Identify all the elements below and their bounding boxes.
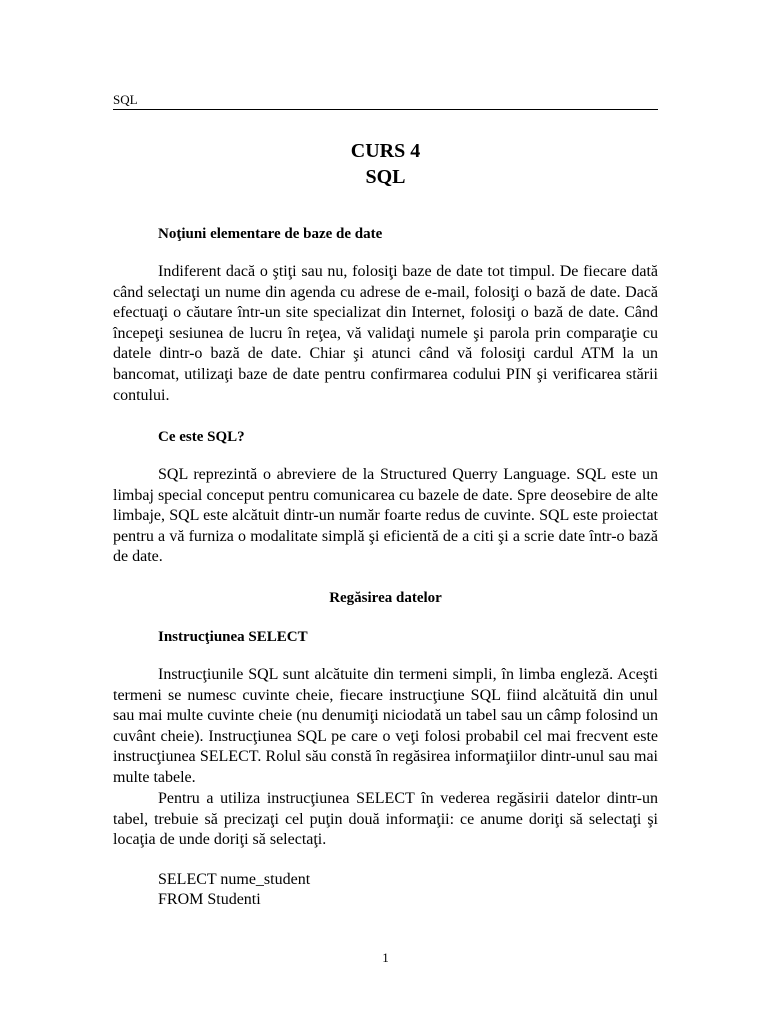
course-title <box>113 138 658 190</box>
sql-code-example <box>158 870 310 910</box>
course-title-line1: CURS 4 <box>350 140 421 162</box>
course-title-line2: SQL <box>365 166 406 188</box>
section-heading-notiuni: Noţiuni elementare de baze de date <box>158 226 383 242</box>
paragraph-select-usage: Pentru a utiliza instrucţiunea SELECT în vederea regăsirii datelor dintr-un tabel, trebuie să precizaţi cel puţin două informaţii: ce anume doriţi să selectaţi şi locaţia de unde doriţi să selectaţi. <box>113 790 658 849</box>
section-heading-instructiunea-select: Instrucţiunea SELECT <box>158 629 308 645</box>
section-heading-regasirea-datelor: Regăsirea datelor <box>329 590 442 606</box>
running-header: SQL <box>113 92 658 110</box>
document-page <box>113 0 658 1024</box>
sql-code-line: FROM Studenti <box>158 891 261 908</box>
sql-code-line: SELECT nume_student <box>158 871 311 888</box>
section-heading-ce-este-sql: Ce este SQL? <box>158 429 245 445</box>
paragraph-select-keywords: Instrucţiunile SQL sunt alcătuite din termeni simpli, în limba engleză. Aceşti termeni se numesc cuvinte cheie, fiecare instrucţiune SQL fiind alcătuită din unul sau mai multe cuvinte cheie (nu denumiţi niciodată un tabel sau un câmp folosind un cuvânt cheie). Instrucţiunea SQL pe care o veţi folosi probabil cel mai frecvent este instrucţiunea SELECT. Rolul său constă în regăsirea informaţiilor dintr-unul sau mai multe tabele. <box>113 666 658 786</box>
paragraph-sql-definition: SQL reprezintă o abreviere de la Structured Querry Language. SQL este un limbaj special conceput pentru comunicarea cu bazele de date. Spre deosebire de alte limbaje, SQL este alcătuit dintr-un număr foarte redus de cuvinte. SQL este proiectat pentru a vă furniza o modalitate simplă şi eficientă de a citi şi a scrie date într-o bază de date. <box>113 466 658 566</box>
page-number: 1 <box>382 950 389 965</box>
paragraph-intro: Indiferent dacă o ştiţi sau nu, folosiţi baze de date tot timpul. De fiecare dată când selectaţi un nume din agenda cu adrese de e-mail, folosiţi o bază de date. Dacă efectuaţi o căutare într-un site specializat din Internet, folosiţi o bază de date. Când începeţi sesiunea de lucru în reţea, vă validaţi numele şi parola prin comparaţie cu datele dintr-o bază de date. Chiar şi atunci când vă folosiţi cardul ATM la un bancomat, utilizaţi baze de date pentru confirmarea codului PIN şi verificarea stării contului. <box>113 263 658 404</box>
